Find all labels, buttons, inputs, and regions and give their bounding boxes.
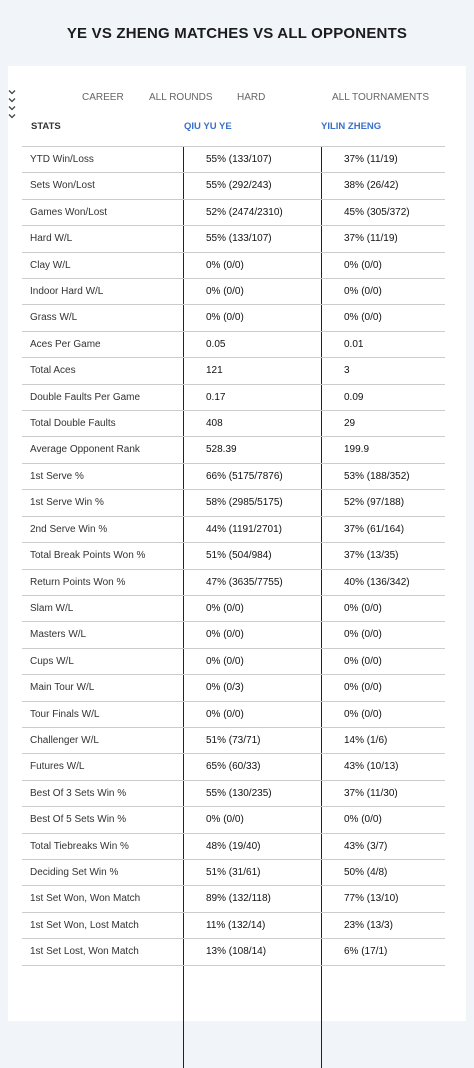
player1-value: 66% (5175/7876) — [206, 470, 283, 482]
player2-value: 37% (13/35) — [344, 550, 399, 562]
player1-value: 65% (60/33) — [206, 761, 261, 773]
player2-column-header[interactable]: YILIN ZHENG — [321, 121, 382, 132]
table-row — [22, 886, 445, 912]
player1-value: 0% (0/0) — [206, 286, 244, 298]
table-row — [22, 253, 445, 279]
player1-value: 0.05 — [206, 338, 226, 350]
player1-column-header[interactable]: QIU YU YE — [184, 121, 232, 132]
table-row — [22, 517, 445, 543]
surface-filter-label: HARD — [237, 91, 266, 103]
stat-label: Deciding Set Win % — [30, 866, 119, 878]
stat-label: Total Double Faults — [30, 418, 116, 430]
player2-value: 14% (1/6) — [344, 734, 388, 746]
stat-label: Best Of 5 Sets Win % — [30, 814, 127, 826]
stat-label: Futures W/L — [30, 761, 85, 773]
player1-value: 89% (132/118) — [206, 893, 271, 905]
player1-value: 0% (0/0) — [206, 629, 244, 641]
player2-value: 29 — [344, 418, 356, 430]
player1-value: 0% (0/0) — [206, 259, 244, 271]
stat-label: Clay W/L — [30, 259, 71, 271]
player2-value: 43% (3/7) — [344, 840, 388, 852]
player2-value: 199.9 — [344, 444, 370, 456]
player1-value: 0% (0/0) — [206, 312, 244, 324]
player1-value: 55% (133/107) — [206, 233, 272, 245]
player2-value: 0% (0/0) — [344, 708, 382, 720]
stats-table — [22, 146, 445, 966]
table-row — [22, 358, 445, 384]
table-row — [22, 913, 445, 939]
stat-label: Return Points Won % — [30, 576, 126, 588]
player2-value: 0% (0/0) — [344, 655, 382, 667]
player2-value: 38% (26/42) — [344, 180, 399, 192]
player1-value: 51% (73/71) — [206, 734, 261, 746]
player1-value: 0% (0/0) — [206, 814, 244, 826]
page-header — [0, 0, 474, 66]
player1-value: 52% (2474/2310) — [206, 206, 283, 218]
table-row — [22, 860, 445, 886]
stat-label: 1st Set Lost, Won Match — [30, 946, 139, 958]
player2-value: 37% (61/164) — [344, 523, 405, 535]
table-row — [22, 543, 445, 569]
stat-label: Average Opponent Rank — [30, 444, 140, 456]
stat-label: 1st Set Won, Lost Match — [30, 919, 139, 931]
table-row — [22, 147, 445, 173]
player2-value: 37% (11/19) — [344, 154, 398, 165]
stat-label: 1st Serve Win % — [30, 497, 104, 509]
player2-value: 0% (0/0) — [344, 629, 382, 641]
stat-label: 1st Set Won, Won Match — [30, 893, 141, 905]
player2-value: 77% (13/10) — [344, 893, 399, 905]
table-row — [22, 649, 445, 675]
stats-card — [8, 66, 466, 1021]
surface-filter[interactable] — [237, 88, 265, 106]
player2-value: 0% (0/0) — [344, 259, 382, 271]
table-row — [22, 781, 445, 807]
rounds-filter[interactable] — [149, 88, 213, 106]
player2-value: 0.09 — [344, 391, 364, 403]
table-row — [22, 807, 445, 833]
player2-value: 0% (0/0) — [344, 814, 382, 826]
page-title: YE VS ZHENG MATCHES VS ALL OPPONENTS — [66, 24, 408, 42]
career-filter[interactable] — [82, 88, 124, 106]
table-row — [22, 728, 445, 754]
stat-label: Challenger W/L — [30, 734, 99, 746]
player1-value: 55% (133/107) — [206, 154, 272, 165]
stat-label: Total Aces — [30, 365, 76, 377]
table-row — [22, 464, 445, 490]
stat-label: Sets Won/Lost — [30, 180, 95, 192]
table-row — [22, 305, 445, 331]
player1-value: 0.17 — [206, 391, 226, 403]
stat-label: Slam W/L — [30, 602, 74, 614]
table-row — [22, 834, 445, 860]
player1-value: 58% (2985/5175) — [206, 497, 283, 509]
table-row — [22, 570, 445, 596]
stat-label: Games Won/Lost — [30, 206, 108, 218]
stat-label: YTD Win/Loss — [30, 154, 94, 165]
table-row — [22, 279, 445, 305]
tournaments-filter-label: ALL TOURNAMENTS — [332, 91, 430, 103]
table-row — [22, 939, 445, 965]
stat-label: 1st Serve % — [30, 470, 84, 482]
stat-label: Grass W/L — [30, 312, 78, 324]
stat-label: Hard W/L — [30, 233, 73, 245]
player2-value: 0.01 — [344, 338, 364, 350]
player2-value: 23% (13/3) — [344, 919, 393, 931]
player2-value: 0% (0/0) — [344, 286, 382, 298]
table-row — [22, 754, 445, 780]
player1-value: 55% (292/243) — [206, 180, 272, 192]
player1-value: 121 — [206, 365, 223, 377]
table-row — [22, 675, 445, 701]
rounds-filter-label: ALL ROUNDS — [149, 91, 213, 103]
stat-label: Total Break Points Won % — [30, 550, 146, 562]
player2-value: 6% (17/1) — [344, 946, 388, 958]
player2-value: 0% (0/0) — [344, 682, 382, 694]
stats-column-header: STATS — [31, 121, 61, 132]
stat-label: Best Of 3 Sets Win % — [30, 787, 127, 799]
player1-value: 408 — [206, 418, 223, 430]
table-row — [22, 173, 445, 199]
player1-value: 47% (3635/7755) — [206, 576, 283, 588]
stat-label: Total Tiebreaks Win % — [30, 840, 129, 852]
stat-label: Tour Finals W/L — [30, 708, 100, 720]
player1-value: 11% (132/14) — [206, 919, 266, 931]
player1-value: 528.39 — [206, 444, 237, 456]
player1-value: 48% (19/40) — [206, 840, 261, 852]
stat-label: Indoor Hard W/L — [30, 286, 104, 298]
table-row — [22, 385, 445, 411]
tournaments-filter[interactable] — [332, 88, 429, 106]
stat-label: Aces Per Game — [30, 338, 101, 350]
player1-value: 0% (0/0) — [206, 602, 244, 614]
table-row — [22, 490, 445, 516]
stat-label: Double Faults Per Game — [30, 391, 141, 403]
player2-value: 52% (97/188) — [344, 497, 405, 509]
player2-value: 37% (11/19) — [344, 233, 398, 245]
player2-value: 3 — [344, 365, 350, 377]
stat-label: 2nd Serve Win % — [30, 523, 108, 535]
player2-value: 0% (0/0) — [344, 602, 382, 614]
table-row — [22, 702, 445, 728]
stat-label: Masters W/L — [30, 629, 87, 641]
player2-value: 53% (188/352) — [344, 470, 410, 482]
table-row — [22, 332, 445, 358]
player2-value: 45% (305/372) — [344, 206, 410, 218]
player1-value: 0% (0/3) — [206, 682, 244, 694]
player1-value: 0% (0/0) — [206, 655, 244, 667]
table-row — [22, 411, 445, 437]
table-row — [22, 622, 445, 648]
career-filter-label: CAREER — [82, 91, 124, 103]
player1-value: 44% (1191/2701) — [206, 523, 282, 535]
player2-value: 40% (136/342) — [344, 576, 410, 588]
table-row — [22, 226, 445, 252]
player1-value: 13% (108/14) — [206, 946, 267, 958]
stat-label: Cups W/L — [30, 655, 74, 667]
player1-value: 0% (0/0) — [206, 708, 244, 720]
player1-value: 55% (130/235) — [206, 787, 272, 799]
table-header — [8, 119, 466, 141]
table-row — [22, 596, 445, 622]
stat-label: Main Tour W/L — [30, 682, 95, 694]
player2-value: 0% (0/0) — [344, 312, 382, 324]
filter-bar — [8, 88, 466, 106]
table-row — [22, 200, 445, 226]
player1-value: 51% (31/61) — [206, 866, 261, 878]
player2-value: 43% (10/13) — [344, 761, 399, 773]
table-row — [22, 437, 445, 463]
player2-value: 37% (11/30) — [344, 787, 398, 799]
player2-value: 50% (4/8) — [344, 866, 388, 878]
player1-value: 51% (504/984) — [206, 550, 272, 562]
